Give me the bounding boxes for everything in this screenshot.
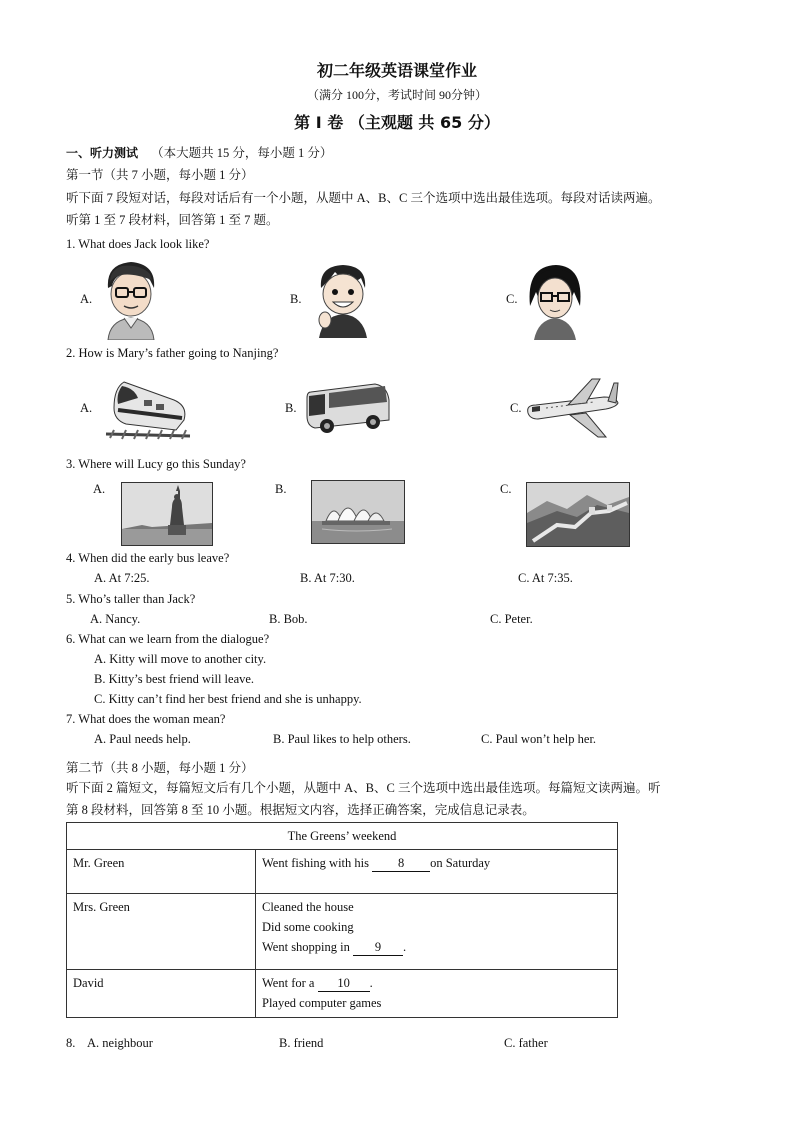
part1-heading: 一、听力测试	[66, 146, 139, 160]
table-row	[67, 970, 618, 1018]
question-8-number: 8.	[66, 1036, 76, 1050]
table-title: The Greens’ weekend	[67, 823, 618, 850]
activity-text: Went shopping in	[262, 940, 354, 954]
activity-text: on Saturday	[430, 856, 491, 870]
q7-option-c: C. Paul won’t help her.	[481, 732, 597, 746]
q3-option-b-label: B.	[275, 482, 287, 496]
volume-title: 第 I 卷 （主观题 共 65 分）	[294, 113, 500, 132]
q1-option-b-label: B.	[290, 292, 302, 306]
question-1: 1. What does Jack look like?	[66, 237, 210, 251]
q4-option-b: B. At 7:30.	[300, 571, 355, 585]
statue-of-liberty-image	[121, 482, 213, 546]
great-wall-image	[526, 482, 630, 547]
q5-option-b: B. Bob.	[269, 612, 308, 626]
page-subtitle: （满分 100分，考试时间 90分钟）	[306, 88, 487, 102]
q2-option-a-label: A.	[80, 401, 93, 415]
q2-option-b-label: B.	[285, 401, 297, 415]
activity-text: Cleaned the house	[262, 900, 354, 914]
q6-option-a: A. Kitty will move to another city.	[94, 652, 267, 666]
question-2: 2. How is Mary’s father going to Nanjing?	[66, 346, 279, 360]
question-5: 5. Who’s taller than Jack?	[66, 592, 196, 606]
activity-text: .	[369, 976, 373, 990]
blank-9: 9	[353, 940, 403, 956]
q1-option-a-label: A.	[80, 292, 93, 306]
page-title: 初二年级英语课堂作业	[316, 61, 477, 80]
section2-title: 第二节（共 8 小题，每小题 1 分）	[66, 761, 254, 775]
boy-smiling-image	[315, 262, 371, 338]
activity-text: Did some cooking	[262, 920, 354, 934]
section1-instruction-1: 听下面 7 段短对话，每段对话后有一个小题，从题中 A、B、C 三个选项中选出最佳选项。每段对话读两遍。	[66, 191, 661, 205]
section1-title: 第一节（共 7 小题，每小题 1 分）	[66, 168, 254, 182]
q7-option-a: A. Paul needs help.	[94, 732, 191, 746]
q8-option-b: B. friend	[279, 1036, 324, 1050]
row-activities-david	[256, 970, 618, 1018]
question-4: 4. When did the early bus leave?	[66, 551, 230, 565]
greens-weekend-table	[66, 822, 618, 1018]
airplane-image	[524, 375, 620, 441]
q5-option-c: C. Peter.	[490, 612, 533, 626]
row-name-mr-green: Mr. Green	[67, 850, 256, 894]
table-row	[67, 894, 618, 970]
q4-option-c: C. At 7:35.	[518, 571, 573, 585]
q5-option-a: A. Nancy.	[90, 612, 141, 626]
q8-option-c: C. father	[504, 1036, 548, 1050]
row-activities-mrs-green	[256, 894, 618, 970]
blank-8: 8	[372, 856, 430, 872]
question-6: 6. What can we learn from the dialogue?	[66, 632, 270, 646]
question-7: 7. What does the woman mean?	[66, 712, 226, 726]
girl-with-glasses-image	[526, 262, 584, 340]
q3-option-c-label: C.	[500, 482, 512, 496]
blank-10: 10	[318, 976, 370, 992]
question-3: 3. Where will Lucy go this Sunday?	[66, 457, 246, 471]
q8-option-a: A. neighbour	[87, 1036, 153, 1050]
q1-option-c-label: C.	[506, 292, 518, 306]
q3-option-a-label: A.	[93, 482, 106, 496]
section2-instruction-1: 听下面 2 篇短文，每篇短文后有几个小题，从题中 A、B、C 三个选项中选出最佳选项。每篇短文读两遍。听	[66, 781, 661, 795]
section2-instruction-2: 第 8 段材料，回答第 8 至 10 小题。根据短文内容，选择正确答案，完成信息记录表。	[66, 803, 535, 817]
table-row	[67, 850, 618, 894]
q4-option-a: A. At 7:25.	[94, 571, 150, 585]
row-name-mrs-green: Mrs. Green	[67, 894, 256, 970]
q6-option-c: C. Kitty can’t find her best friend and she is unhappy.	[94, 692, 362, 706]
coach-bus-image	[305, 380, 391, 436]
activity-text: Went fishing with his	[262, 856, 373, 870]
q7-option-b: B. Paul likes to help others.	[273, 732, 411, 746]
boy-with-glasses-image	[100, 258, 162, 340]
q6-option-b: B. Kitty’s best friend will leave.	[94, 672, 255, 686]
section1-instruction-2: 听第 1 至 7 段材料，回答第 1 至 7 题。	[66, 213, 279, 227]
activity-text: Played computer games	[262, 996, 382, 1010]
row-name-david: David	[67, 970, 256, 1018]
activity-text: Went for a	[262, 976, 318, 990]
row-activities-mr-green	[256, 850, 618, 894]
high-speed-train-image	[104, 374, 194, 440]
part1-heading-line	[66, 143, 332, 161]
activity-text: .	[403, 940, 407, 954]
sydney-opera-house-image	[311, 480, 405, 544]
q2-option-c-label: C.	[510, 401, 522, 415]
part1-heading-note: （本大题共 15 分，每小题 1 分）	[151, 146, 333, 160]
